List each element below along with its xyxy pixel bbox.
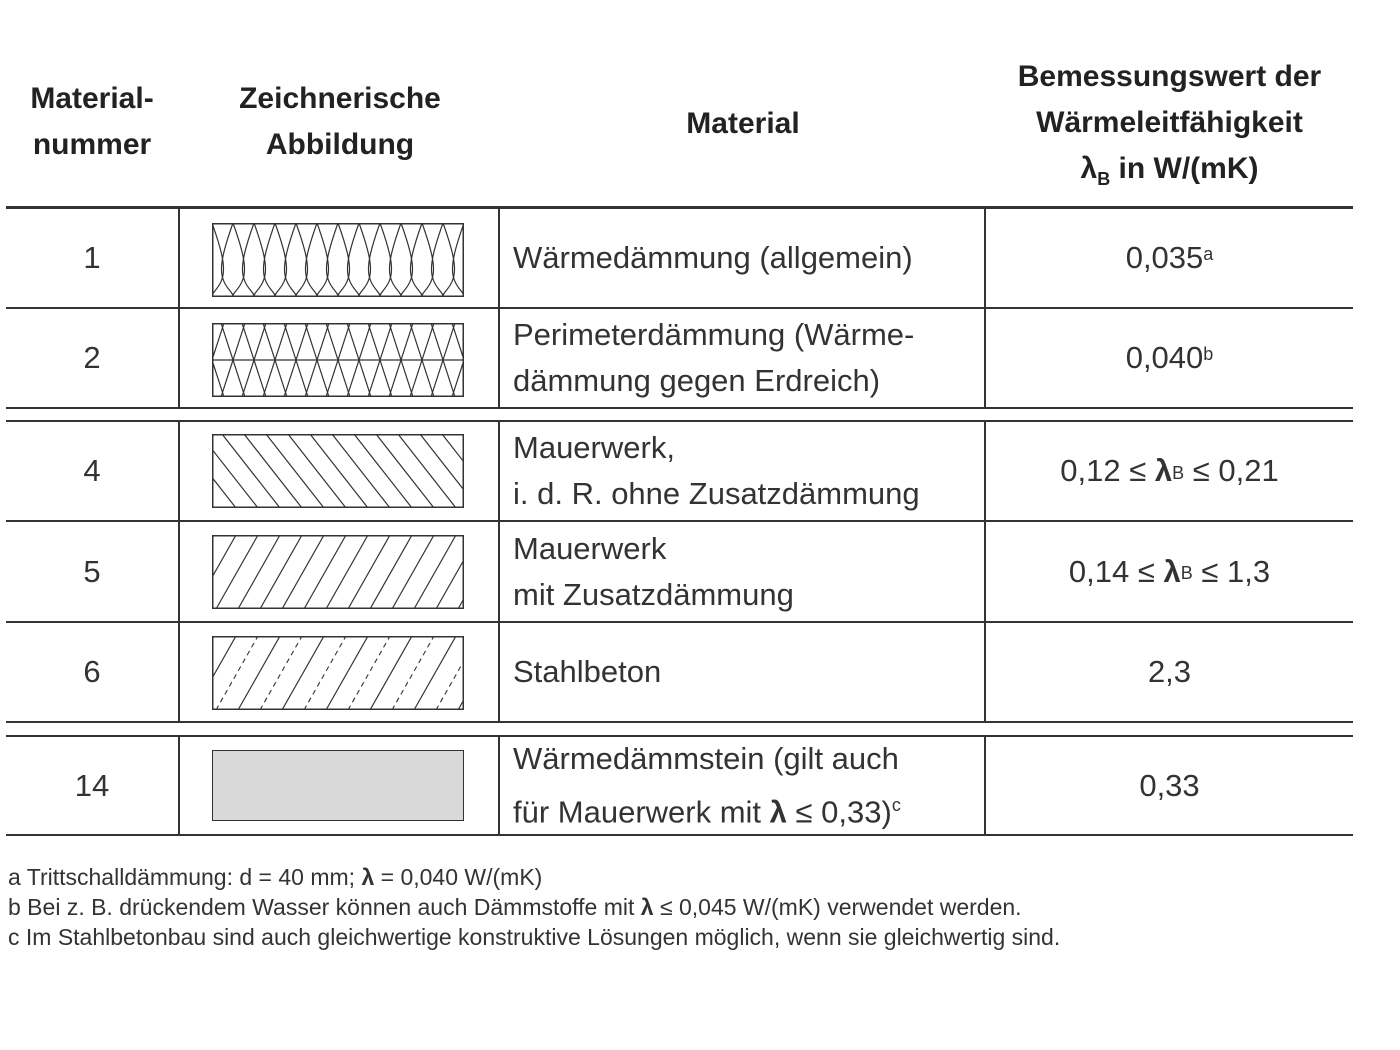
perimeter-crosshatch-icon — [212, 323, 464, 397]
lambda-symbol: λ — [769, 794, 787, 830]
footnote-marker: c — [891, 794, 901, 815]
material-name-line2: i. d. R. ohne Zusatzdämmung — [513, 476, 920, 511]
column-divider — [498, 209, 500, 407]
material-number: 14 — [74, 767, 110, 803]
material-name-block — [513, 425, 920, 517]
footnote-text: ≤ 0,045 W/(mK) verwendet werden. — [653, 894, 1022, 920]
material-name — [513, 737, 983, 834]
value-text: 0,14 ≤ — [1068, 553, 1164, 589]
header-conductivity-line2: Wärmeleitfähigkeit — [1036, 106, 1303, 139]
footnote-a — [8, 862, 542, 892]
lambda-subscript: B — [1172, 462, 1185, 483]
header-material-number-line2: nummer — [32, 128, 152, 161]
footnote-text: a Trittschalldämmung: d = 40 mm; — [8, 864, 362, 890]
material-name — [513, 522, 983, 621]
value-text: 0,040 — [1125, 340, 1204, 375]
footnote-marker: b — [1203, 343, 1214, 364]
material-name — [513, 422, 983, 520]
header-drawing — [180, 76, 500, 168]
material-number: 4 — [83, 453, 101, 488]
material-name-line1: Wärmedämmstein (gilt auch — [513, 740, 899, 776]
column-divider — [178, 422, 180, 721]
conductivity-value: 2,3 — [1147, 654, 1192, 689]
material-name: Stahlbeton — [513, 654, 662, 689]
column-divider — [178, 209, 180, 407]
material-name-block — [513, 312, 914, 404]
material-number: 1 — [83, 240, 101, 275]
lambda-symbol: λ — [640, 894, 654, 920]
material-name-line1: Mauerwerk, — [513, 430, 675, 465]
header-drawing-line1: Zeichnerische — [239, 82, 441, 115]
lambda-symbol: λ — [361, 864, 375, 890]
material-name-line1: Mauerwerk — [513, 530, 667, 566]
header-material-number — [6, 76, 178, 168]
lambda-symbol: λ — [1080, 152, 1098, 185]
lambda-symbol: λ — [1163, 553, 1181, 589]
value-text: ≤ 0,21 — [1184, 453, 1279, 488]
material-name-line2 — [513, 782, 901, 835]
value-text: 0,12 ≤ — [1060, 453, 1155, 488]
material-name-line1: Perimeterdämmung (Wärme- — [513, 317, 915, 352]
material-name-text: ≤ 0,33) — [786, 794, 892, 830]
grey-fill-icon — [212, 750, 464, 821]
material-name-line2: mit Zusatzdämmung — [513, 576, 794, 612]
header-conductivity — [986, 54, 1353, 202]
footnote-text: b Bei z. B. drückendem Wasser können auch Dämmstoffe mit — [8, 894, 641, 920]
material-number: 5 — [83, 553, 101, 589]
material-name-text: für Mauerwerk mit — [513, 794, 770, 830]
insulation-loops-icon — [212, 223, 464, 297]
conductivity-value — [986, 309, 1353, 407]
value-text: 0,035 — [1125, 240, 1204, 275]
header-material-number-line1: Material- — [30, 82, 154, 115]
lambda-subscript: B — [1097, 169, 1111, 189]
footnote-text: = 0,040 W/(mK) — [374, 864, 543, 890]
material-number: 6 — [83, 654, 101, 689]
concrete-hatch-icon — [212, 636, 464, 710]
material-name-block — [513, 526, 794, 618]
material-name-block — [513, 736, 901, 835]
header-material: Material — [686, 107, 800, 140]
column-divider — [498, 422, 500, 721]
masonry-slash-hatch-icon — [212, 535, 464, 609]
footnote-b — [8, 892, 1022, 922]
header-conductivity-line3 — [986, 146, 1353, 202]
footnote-marker: a — [1203, 243, 1214, 264]
header-drawing-line2: Abbildung — [265, 128, 415, 161]
column-divider — [498, 737, 500, 834]
conductivity-value — [986, 522, 1353, 621]
conductivity-value — [986, 422, 1353, 520]
material-name-line2: dämmung gegen Erdreich) — [513, 363, 881, 398]
header-conductivity-line1: Bemessungswert der — [1017, 60, 1322, 93]
conductivity-value — [986, 209, 1353, 307]
gap-divider-top — [6, 407, 1353, 409]
lambda-symbol: λ — [1154, 453, 1173, 488]
footnote-c: c Im Stahlbetonbau sind auch gleichwertige konstruktive Lösungen möglich, wenn sie gleichwertig sind. — [8, 924, 1061, 950]
material-name — [513, 309, 983, 407]
gap-divider-top — [6, 721, 1353, 723]
value-text: ≤ 1,3 — [1192, 553, 1271, 589]
header-unit: in W/(mK) — [1110, 152, 1259, 185]
masonry-backslash-hatch-icon — [212, 434, 464, 508]
conductivity-value: 0,33 — [1139, 767, 1200, 803]
material-number: 2 — [83, 340, 101, 375]
lambda-subscript: B — [1180, 563, 1193, 583]
column-divider — [178, 737, 180, 834]
material-name: Wärmedämmung (allgemein) — [513, 240, 913, 275]
